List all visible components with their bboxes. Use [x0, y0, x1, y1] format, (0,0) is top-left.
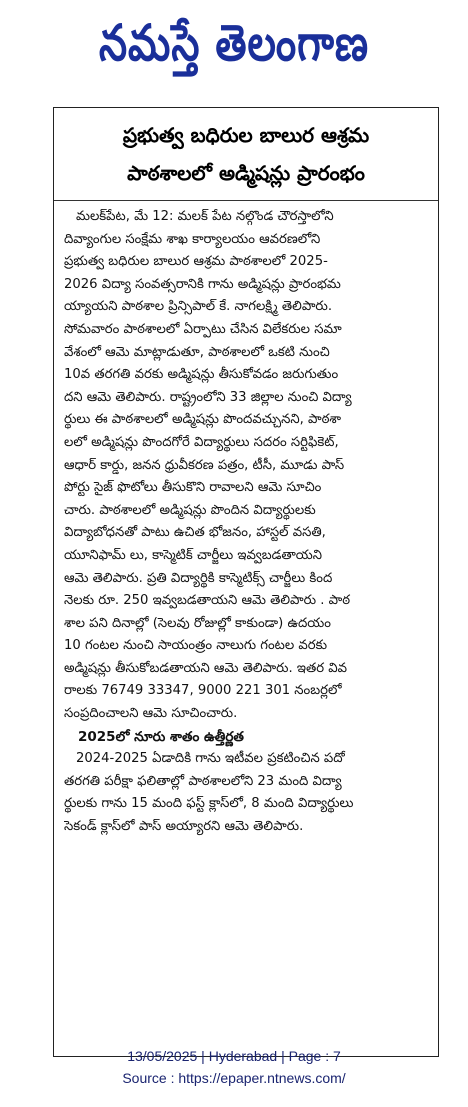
body-line: 2024-2025 ఏడాదికి గాను ఇటీవల ప్రకటించిన పదో [76, 751, 345, 767]
body-line: నెలకు రూ. 250 ఇవ్వబడతాయని ఆమె తెలిపారు . పాఠ [64, 593, 351, 609]
body-line: సోమవారం పాఠశాలలో ఏర్పాటు చేసిన విలేకరుల సమా [64, 321, 342, 337]
body-line: తరగతి పరీక్షా ఫలితాల్లో పాఠశాలలోని 23 మంది విద్యా [64, 773, 342, 789]
body-line: 2026 విద్యా సంవత్సరానికి గాను అడ్మిషన్లు ప్రారంభమ [64, 276, 341, 292]
body-line: శాల పని దినాల్లో (సెలవు రోజుల్లో కాకుండా) ఉదయం [64, 615, 331, 631]
body-line: ప్రభుత్వ బధిరుల బాలుర ఆశ్రమ పాఠశాలలో 2025- [64, 254, 328, 270]
headline-line-1: ప్రభుత్వ బధిరుల బాలుర ఆశ్రమ [122, 123, 370, 147]
body-line: లలో అడ్మిషన్లు పొందగోరే విద్యార్థులు సదరం సర్టిఫికెట్, [64, 434, 339, 450]
body-line: దని ఆమె తెలిపారు. రాష్ట్రంలోని 33 జిల్లాల నుంచి విద్యా [64, 389, 352, 405]
body-subhead: 2025లో నూరు శాతం ఉత్తీర్ణత [78, 728, 244, 745]
body-line: ర్థులు ఈ పాఠశాలలో అడ్మిషన్లు పొందవచ్చునని, పాఠశా [64, 412, 342, 428]
body-line: 10వ తరగతి వరకు అడ్మిషన్లు తీసుకోవడం జరుగుతుం [64, 367, 339, 383]
body-line: మలక్‌పేట, మే 12: మలక్ పేట నల్గొండ చౌరస్తాలోని [76, 209, 334, 224]
body-line: యూనిఫామ్ లు, కాస్మెటిక్ చార్జీలు ఇవ్వబడతాయని [64, 547, 323, 563]
masthead-title: నమస్తే తెలంగాణ [98, 15, 370, 73]
headline-line-2: పాఠశాలలో అడ్మిషన్లు ప్రారంభం [127, 161, 365, 185]
body-line: ఆధార్ కార్డు, జనన ధ్రువీకరణ పత్రం, టీసీ, మూడు పాస్ [64, 457, 345, 473]
footer [0, 1045, 468, 1089]
body-line: ఆమె తెలిపారు. ప్రతి విద్యార్థికి కాస్మెటిక్స్ చార్జీలు కింద [64, 570, 333, 586]
body-line: చారు. పాఠశాలలో అడ్మిషన్లు పొందిన విద్యార్థులకు [64, 502, 316, 518]
footer-dateline: 13/05/2025 | Hyderabad | Page : 7 [127, 1048, 341, 1064]
masthead [0, 0, 468, 100]
body-line: సెకండ్ క్లాస్‌లో పాస్ అయ్యారని ఆమె తెలిపారు. [64, 819, 304, 835]
body-line: య్యాయని పాఠశాల ప్రిన్సిపాల్ కే. నాగలక్ష్మి తెలిపారు. [64, 299, 333, 315]
body-line: సంప్రదించాలని ఆమె సూచించారు. [64, 706, 238, 722]
body-line: పోర్టు సైజ్ ఫొటోలు తీసుకొని రావాలని ఆమె సూచిం [64, 480, 322, 496]
body-line: వేశంలో ఆమె మాట్లాడుతూ, పాఠశాలలో ఒకటి నుంచి [64, 344, 330, 360]
headline [54, 108, 438, 201]
body-line: ర్థులకు గాను 15 మంది ఫస్ట్ క్లాస్‌లో, 8 మంది విద్యార్థులు [64, 796, 354, 812]
article-clipping [53, 107, 439, 1057]
body-line: విద్యాబోధనతో పాటు ఉచిత భోజనం, హాస్టల్ వసతి, [64, 525, 326, 541]
footer-source: Source : https://epaper.ntnews.com/ [122, 1070, 346, 1086]
body-line: 10 గంటల నుంచి సాయంత్రం నాలుగు గంటల వరకు [64, 638, 328, 654]
article-body [64, 206, 430, 839]
body-line: దివ్యాంగుల సంక్షేమ శాఖ కార్యాలయం ఆవరణలోని [64, 231, 321, 247]
body-line: రాలకు 76749 33347, 9000 221 301 నంబర్లలో [64, 683, 342, 699]
body-line: అడ్మిషన్లు తీసుకోబడతాయని ఆమె తెలిపారు. ఇతర వివ [64, 660, 347, 676]
